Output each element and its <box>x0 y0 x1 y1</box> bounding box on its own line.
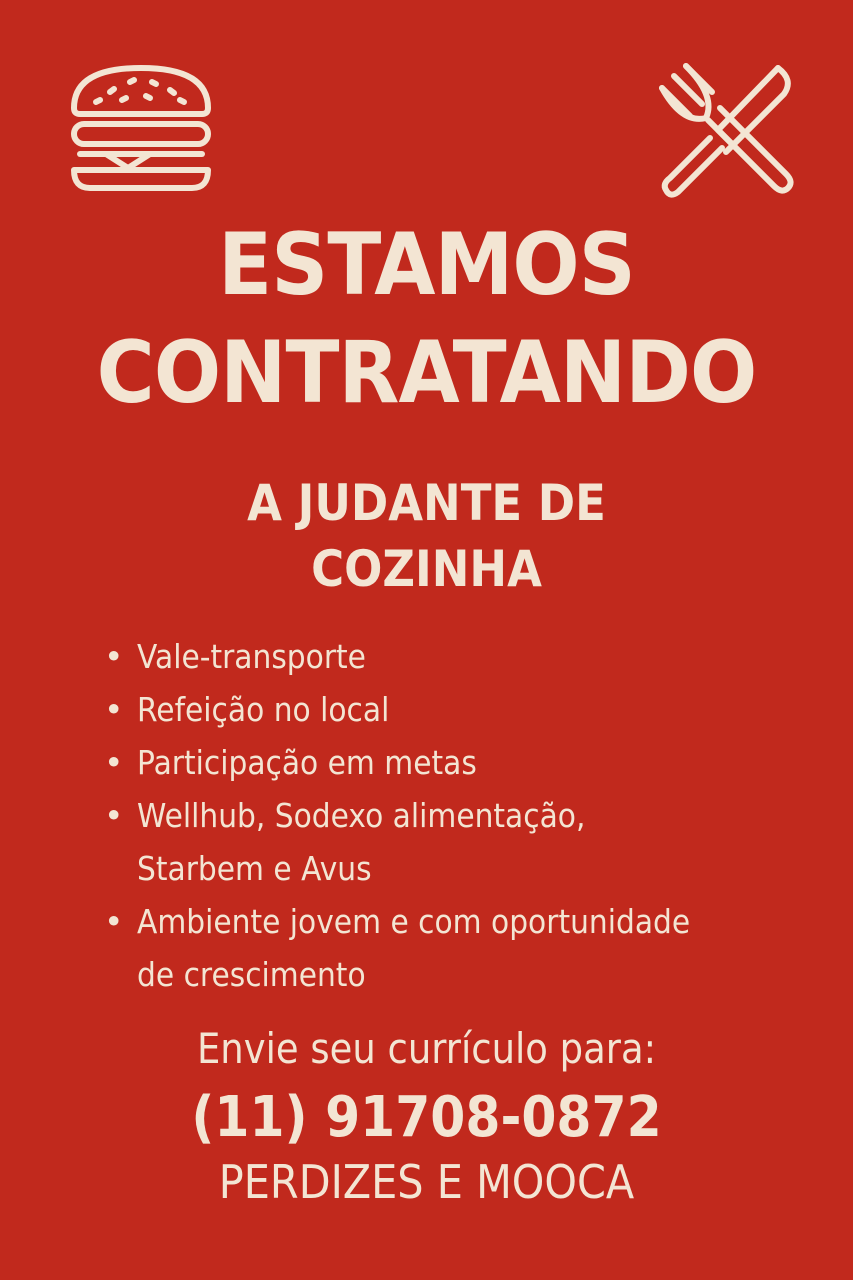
fork-knife-icon <box>652 60 797 200</box>
benefit-text: Vale-transporte <box>137 637 366 676</box>
bullet-icon: • <box>104 796 124 835</box>
position-title-line-2: COZINHA <box>311 540 542 598</box>
benefit-item <box>102 895 802 1001</box>
burger-icon <box>66 62 216 194</box>
benefit-text: Wellhub, Sodexo alimentação, Starbem e Avus <box>137 796 586 888</box>
bullet-icon: • <box>104 690 124 729</box>
contact-phone: (11) 91708-0872 <box>191 1085 662 1150</box>
bullet-icon: • <box>104 902 124 941</box>
contact-locations: PERDIZES E MOOCA <box>218 1155 635 1209</box>
benefit-text: Ambiente jovem e com oportunidade de crescimento <box>137 902 691 994</box>
contact-label: Envie seu currículo para: <box>196 1024 657 1073</box>
benefit-item <box>102 683 802 736</box>
benefit-item <box>102 630 802 683</box>
benefit-item <box>102 736 802 789</box>
position-title-line-1: A JUDANTE DE <box>247 474 606 532</box>
bullet-icon: • <box>104 637 124 676</box>
headline-line-1: ESTAMOS <box>218 215 635 315</box>
benefit-item <box>102 789 802 895</box>
bullet-icon: • <box>104 743 124 782</box>
benefits-list <box>102 630 802 1001</box>
benefit-text: Participação em metas <box>137 743 477 782</box>
headline-line-2: CONTRATANDO <box>96 323 757 423</box>
benefit-text: Refeição no local <box>137 690 390 729</box>
